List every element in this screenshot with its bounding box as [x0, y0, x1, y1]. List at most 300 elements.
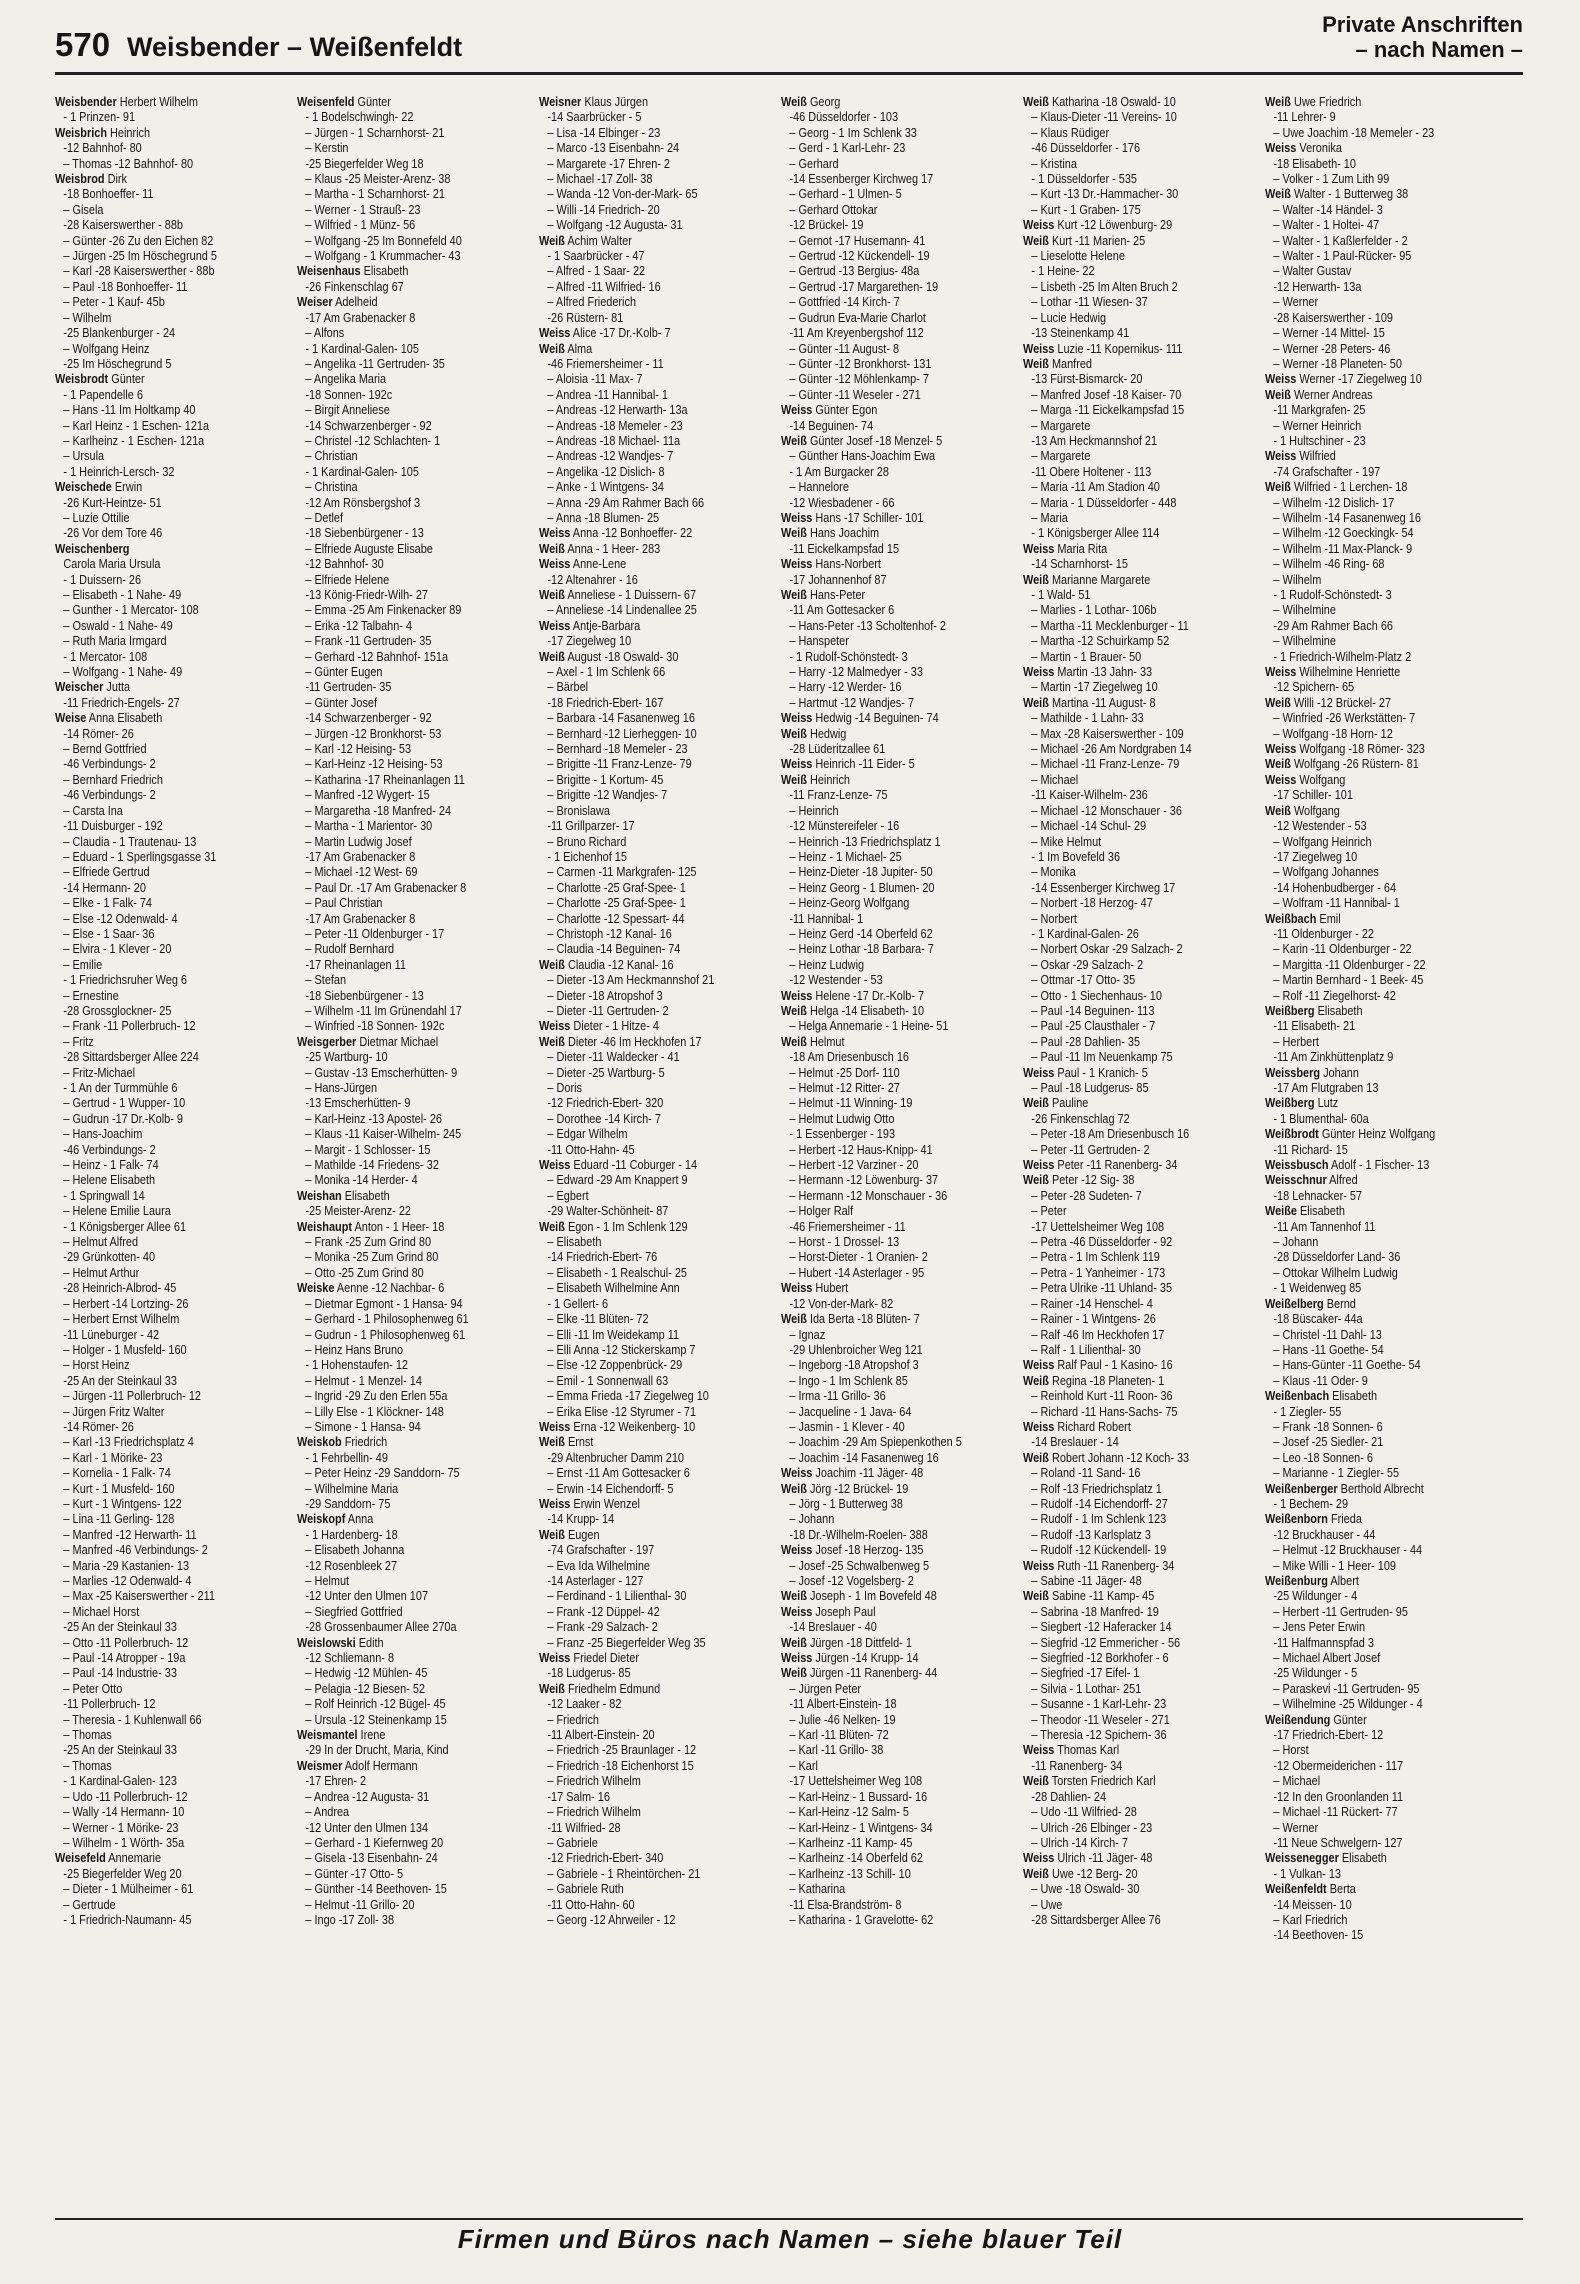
entry-text: – Werner - 1 Mörike- 23 [63, 1819, 179, 1835]
entry-line [55, 1172, 257, 1187]
entry-text: – Friedrich [547, 1711, 599, 1727]
surname: Weiß [539, 540, 565, 556]
entry-text: – Elfriede Helene [305, 571, 390, 587]
entry-line [1265, 818, 1467, 833]
entry-line [781, 1111, 983, 1126]
entry-line [55, 1450, 257, 1465]
entry-line [55, 202, 257, 217]
entry-text: -18 Am Driesenbusch 16 [789, 1049, 909, 1065]
entry-head [539, 1018, 741, 1033]
surname: Weiß [1023, 571, 1049, 587]
entry-text: - 1 Hardenberg- 18 [305, 1526, 398, 1542]
entry-head [1265, 448, 1467, 463]
entry-text: – Jürgen Fritz Walter [63, 1403, 165, 1419]
entry-line [781, 1727, 983, 1742]
given-names: Anne-Lene [572, 556, 627, 572]
entry-line [55, 941, 257, 956]
surname: Weiss [539, 1018, 571, 1034]
entry-text: – Anneliese -14 Lindenallee 25 [547, 602, 697, 618]
entry-line [55, 1234, 257, 1249]
entry-line [1023, 1188, 1225, 1203]
entry-text: – Peter - 1 Kauf- 45b [63, 294, 165, 310]
given-names: Peter -12 Sig- 38 [1051, 1172, 1135, 1188]
entry-text: – Karl -11 Grillo- 38 [789, 1742, 884, 1758]
entry-text: – Claudia -14 Beguinen- 74 [547, 941, 681, 957]
entry-text: – Michael Horst [63, 1603, 140, 1619]
entry-line [55, 787, 257, 802]
entry-text: -25 An der Steinkaul 33 [63, 1742, 177, 1758]
entry-text: – Günter -12 Möhlenkamp- 7 [789, 371, 930, 387]
entry-text: – Günter -11 Weseler - 271 [789, 386, 921, 402]
entry-text: – Dieter -11 Gertruden- 2 [547, 1002, 669, 1018]
surname: Weiss [1265, 741, 1297, 757]
entry-line [55, 233, 257, 248]
entry-text: – Harry -12 Malmedyer - 33 [789, 664, 923, 680]
surname: Weiß [539, 1033, 565, 1049]
entry-line [781, 1065, 983, 1080]
entry-line [55, 572, 257, 587]
entry-line [297, 1404, 499, 1419]
entry-line [1265, 1188, 1467, 1203]
given-names: Josef -18 Herzog- 135 [815, 1542, 924, 1558]
entry-line [781, 387, 983, 402]
entry-text: – Herbert [1273, 1033, 1319, 1049]
entry-head [781, 772, 983, 787]
entry-line [539, 1789, 741, 1804]
surname: Weiss [1023, 540, 1055, 556]
entry-text: – Anna -29 Am Rahmer Bach 66 [547, 494, 705, 510]
entry-line [781, 1742, 983, 1757]
entry-head [297, 1434, 499, 1449]
entry-text: – Elfriede Auguste Elisabe [305, 540, 433, 556]
entry-text: – Barbara -14 Fasanenweg 16 [547, 710, 695, 726]
entry-line [1023, 1388, 1225, 1403]
entry-text: – Günter -17 Otto- 5 [305, 1865, 404, 1881]
entry-line [539, 602, 741, 617]
entry-line [781, 1296, 983, 1311]
given-names: Berta [1329, 1881, 1356, 1897]
entry-text: -11 Markgrafen- 25 [1273, 402, 1366, 418]
entry-text: – Günther -14 Beethoven- 15 [305, 1881, 447, 1897]
entry-line [297, 710, 499, 725]
entry-line [55, 387, 257, 402]
entry-line [1023, 741, 1225, 756]
entry-head [781, 1542, 983, 1557]
entry-line [539, 1588, 741, 1603]
entry-line [55, 140, 257, 155]
entry-line [55, 587, 257, 602]
entry-line [1023, 294, 1225, 309]
entry-line [297, 1881, 499, 1896]
surname: Weißenburg [1265, 1573, 1328, 1588]
entry-line [1265, 1080, 1467, 1095]
entry-text: -13 Emscherhütten- 9 [305, 1095, 411, 1111]
entry-text: -28 Heinrich-Albrod- 45 [63, 1280, 177, 1296]
entry-line [781, 1095, 983, 1110]
entry-line [1023, 772, 1225, 787]
entry-text: – Hanspeter [789, 633, 849, 649]
entry-line [55, 664, 257, 679]
entry-line [539, 1111, 741, 1126]
entry-text: -18 Friedrich-Ebert- 167 [547, 694, 664, 710]
entry-line [1265, 356, 1467, 371]
entry-text: – Kurt -13 Dr.-Hammacher- 30 [1031, 186, 1179, 202]
entry-line [1265, 1357, 1467, 1372]
entry-text: – Charlotte -12 Spessart- 44 [547, 910, 685, 926]
entry-text: -11 Albert-Einstein- 18 [789, 1696, 897, 1712]
entry-line [55, 1342, 257, 1357]
entry-line [297, 572, 499, 587]
entry-line [1265, 602, 1467, 617]
entry-text: -17 Am Flutgraben 13 [1273, 1080, 1379, 1095]
entry-line [1265, 1219, 1467, 1234]
entry-text: – Petra - 1 Yanheimer - 173 [1031, 1264, 1166, 1280]
entry-head [1265, 1003, 1467, 1018]
entry-text: -14 Schwarzenberger - 92 [305, 710, 432, 726]
given-names: Aenne -12 Nachbar- 6 [336, 1280, 445, 1296]
given-names: Elisabeth [344, 1187, 390, 1203]
entry-line [781, 1527, 983, 1542]
entry-line [1023, 988, 1225, 1003]
entry-text: – Karlheinz - 1 Eschen- 121a [63, 432, 205, 448]
entry-line [539, 1265, 741, 1280]
entry-line [55, 1049, 257, 1064]
given-names: Joachim -11 Jäger- 48 [815, 1465, 924, 1481]
surname: Weiß [1265, 186, 1291, 202]
entry-line [781, 1758, 983, 1773]
entry-text: -17 Friedrich-Ebert- 12 [1273, 1727, 1384, 1743]
entry-line [781, 957, 983, 972]
entry-text: -12 Wiesbadener - 66 [789, 494, 895, 510]
entry-line [55, 1588, 257, 1603]
entry-line [297, 1588, 499, 1603]
entry-line [297, 741, 499, 756]
surname: Weiss [1023, 1850, 1055, 1866]
entry-line [539, 1126, 741, 1141]
entry-text: – Martha -12 Schuirkamp 52 [1031, 633, 1170, 649]
entry-text: – Siegfried Gottfried [305, 1603, 403, 1619]
entry-line [1023, 1897, 1225, 1912]
entry-text: – Manfred -46 Verbindungs- 2 [63, 1542, 208, 1558]
entry-head [539, 525, 741, 540]
entry-line [1023, 834, 1225, 849]
entry-line [55, 1111, 257, 1126]
entry-text: – Monika -25 Zum Grind 80 [305, 1249, 439, 1265]
entry-text: – Ignaz [789, 1326, 826, 1342]
entry-line [1023, 1234, 1225, 1249]
entry-text: -25 Meister-Arenz- 22 [305, 1203, 412, 1219]
entry-text: – Dieter -11 Waldecker - 41 [547, 1049, 680, 1065]
given-names: Elisabeth [1317, 1002, 1363, 1018]
entry-head [55, 541, 257, 556]
entry-head [539, 1650, 741, 1665]
entry-line [1265, 972, 1467, 987]
given-names: Adelheid [335, 294, 378, 310]
entry-text: -29 Uhlenbroicher Weg 121 [789, 1341, 923, 1357]
given-names: Hedwig [809, 725, 847, 741]
given-names: Albert [1330, 1573, 1359, 1588]
entry-line [539, 418, 741, 433]
entry-text: – Silvia - 1 Lothar- 251 [1031, 1680, 1142, 1696]
entry-text: -12 Unter den Ulmen 134 [305, 1819, 429, 1835]
entry-text: – Karl -11 Blüten- 72 [789, 1727, 889, 1743]
entry-line [297, 387, 499, 402]
entry-line [1023, 263, 1225, 278]
entry-line [1023, 649, 1225, 664]
entry-text: – Wally -14 Hermann- 10 [63, 1804, 185, 1820]
surname: Weisefeld [55, 1850, 106, 1866]
surname: Weisenhaus [297, 263, 361, 279]
entry-line [1023, 849, 1225, 864]
entry-line [55, 1034, 257, 1049]
entry-text: – Bernhard Friedrich [63, 771, 163, 787]
entry-text: – Klaus-Dieter -11 Vereins- 10 [1031, 109, 1177, 125]
entry-line [55, 1003, 257, 1018]
entry-line [297, 1527, 499, 1542]
entry-text: – Andrea -11 Hannibal- 1 [547, 386, 669, 402]
entry-line [781, 1881, 983, 1896]
entry-text: – Gabriele - 1 Rheintörchen- 21 [547, 1865, 701, 1881]
entry-text: -14 Breslauer - 14 [1031, 1434, 1119, 1450]
entry-text: – Martin -17 Ziegelweg 10 [1031, 679, 1158, 695]
entry-line [55, 525, 257, 540]
entry-text: – Brigitte - 1 Kortum- 45 [547, 771, 664, 787]
given-names: Hans -17 Schiller- 101 [815, 509, 924, 525]
given-names: Bernd [1326, 1295, 1356, 1311]
entry-head [1023, 695, 1225, 710]
surname: Weiss [1023, 1064, 1055, 1080]
entry-text: – Wolfgang -18 Horn- 12 [1273, 725, 1393, 741]
entry-text: -12 Von-der-Mark- 82 [789, 1295, 894, 1311]
given-names: Egon - 1 Im Schlenk 129 [567, 1218, 688, 1234]
entry-text: – Karl Friedrich [1273, 1911, 1348, 1927]
entry-line [539, 1835, 741, 1850]
entry-line [297, 834, 499, 849]
entry-line [539, 1511, 741, 1526]
entry-line [539, 1635, 741, 1650]
entry-text: – Hedwig -12 Mühlen- 45 [305, 1665, 428, 1681]
entry-text: – Eduard - 1 Sperlingsgasse 31 [63, 848, 217, 864]
surname: Weiß [781, 1311, 807, 1327]
entry-line [55, 1296, 257, 1311]
entry-text: – Paul -18 Bonhoeffer- 11 [63, 278, 188, 294]
entry-line [55, 1327, 257, 1342]
entry-text: - 1 Friedrich-Naumann- 45 [63, 1911, 192, 1927]
entry-line [1265, 1034, 1467, 1049]
entry-text: -17 Uettelsheimer Weg 108 [1031, 1218, 1165, 1234]
entry-text: -11 Am Gottesacker 6 [789, 602, 895, 618]
entry-text: – Günter Eugen [305, 664, 383, 680]
entry-text: – Helga Annemarie - 1 Heine- 51 [789, 1018, 949, 1034]
entry-line [55, 1481, 257, 1496]
surname: Weissberg [1265, 1064, 1321, 1080]
entry-text: – Rolf Heinrich -12 Bügel- 45 [305, 1696, 446, 1712]
surname: Weiss [781, 1542, 813, 1558]
entry-line [539, 787, 741, 802]
entry-text: – Wolfgang Heinz [63, 340, 150, 356]
given-names: August -18 Oswald- 30 [567, 648, 679, 664]
entry-line [781, 1496, 983, 1511]
entry-text: – Petra -46 Düsseldorfer - 92 [1031, 1234, 1173, 1250]
entry-line [781, 972, 983, 987]
entry-line [1023, 1265, 1225, 1280]
entry-line [55, 1203, 257, 1218]
given-names: Annemarie [108, 1850, 162, 1866]
given-names: Helga -14 Elisabeth- 10 [809, 1002, 925, 1018]
entry-text: – Martin - 1 Brauer- 50 [1031, 648, 1142, 664]
given-names: Thomas Karl [1057, 1742, 1120, 1758]
entry-text: – Gerhard [789, 155, 839, 171]
entry-text: – Christel -12 Schlachten- 1 [305, 432, 441, 448]
entry-text: - 1 Mercator- 108 [63, 648, 148, 664]
entry-line [781, 849, 983, 864]
entry-line [539, 880, 741, 895]
entry-line [539, 1727, 741, 1742]
entry-text: – Elli Anna -12 Stickerskamp 7 [547, 1341, 696, 1357]
entry-line [297, 479, 499, 494]
entry-line [55, 1696, 257, 1711]
entry-text: -11 Oldenburger - 22 [1273, 925, 1374, 941]
entry-text: – Heinz - 1 Falk- 74 [63, 1157, 159, 1173]
entry-line [1265, 1111, 1467, 1126]
given-names: Hans-Norbert [815, 556, 881, 572]
given-names: Eugen [567, 1526, 600, 1542]
entry-text: – Lucie Hedwig [1031, 309, 1107, 325]
surname: Weismer [297, 1757, 343, 1773]
entry-line [1265, 587, 1467, 602]
entry-text: – Rudolf Bernhard [305, 941, 395, 957]
entry-line [781, 1434, 983, 1449]
entry-text: - 1 Eichenhof 15 [547, 848, 627, 864]
entry-text: – Walter - 1 Kaßlerfelder - 2 [1273, 232, 1408, 248]
entry-text: – Gerhard - 1 Kiefernweg 20 [305, 1834, 444, 1850]
entry-line [1265, 248, 1467, 263]
entry-line [1265, 418, 1467, 433]
entry-line [1265, 294, 1467, 309]
entry-line [1265, 726, 1467, 741]
entry-line [1023, 1619, 1225, 1634]
entry-text: -74 Grafschafter - 197 [1273, 463, 1381, 479]
entry-line [1265, 895, 1467, 910]
entry-text: – Heinz Gerd -14 Oberfeld 62 [789, 925, 933, 941]
given-names: Frieda [1330, 1511, 1362, 1527]
entry-text: – Werner -28 Peters- 46 [1273, 340, 1391, 356]
surname: Weiß [781, 432, 807, 448]
entry-line [781, 679, 983, 694]
surname: Weiß [1023, 1588, 1049, 1604]
entry-line [1265, 1835, 1467, 1850]
entry-text: – Herbert -11 Gertruden- 95 [1273, 1603, 1408, 1619]
entry-text: – Alfred - 1 Saar- 22 [547, 263, 646, 279]
entry-line [1023, 1727, 1225, 1742]
entry-line [781, 1419, 983, 1434]
entry-text: – Margitta -11 Oldenburger - 22 [1273, 956, 1426, 972]
entry-line [539, 263, 741, 278]
entry-line [1265, 1311, 1467, 1326]
entry-line [55, 972, 257, 987]
entry-line [539, 140, 741, 155]
entry-text: - 1 Heinrich-Lersch- 32 [63, 463, 175, 479]
entry-head [1265, 1388, 1467, 1403]
surname: Weiß [539, 1434, 565, 1450]
entry-text: -11 Am Tannenhof 11 [1273, 1218, 1376, 1234]
entry-line [55, 1265, 257, 1280]
surname: Weiskob [297, 1434, 342, 1450]
entry-line [781, 325, 983, 340]
entry-text: – Christina [305, 479, 358, 495]
entry-text: – Franz -25 Biegerfelder Weg 35 [547, 1634, 706, 1650]
entry-line [1023, 387, 1225, 402]
entry-line [781, 310, 983, 325]
entry-line [297, 1249, 499, 1264]
surname: Weiss [1265, 371, 1297, 387]
surname: Weiss [1265, 771, 1297, 787]
entry-text: – Katharina - 1 Gravelotte- 62 [789, 1911, 934, 1927]
surname: Weiss [781, 710, 813, 726]
entry-text: – Paul -25 Clausthaler - 7 [1031, 1018, 1156, 1034]
entry-text: – Helene Emilie Laura [63, 1203, 171, 1219]
entry-line [297, 1558, 499, 1573]
entry-line [1023, 587, 1225, 602]
entry-line [297, 1327, 499, 1342]
entry-text: – Günter Josef [305, 694, 378, 710]
entry-line [1023, 1912, 1225, 1927]
surname: Weisbender [55, 94, 117, 109]
entry-head [781, 525, 983, 540]
entry-text: -11 Otto-Hahn- 45 [547, 1141, 635, 1157]
entry-text: – Oswald - 1 Nahe- 49 [63, 617, 173, 633]
surname: Weiß [539, 648, 565, 664]
entry-line [781, 1265, 983, 1280]
surname: Weiss [1023, 1742, 1055, 1758]
entry-text: – Fritz [63, 1033, 94, 1049]
entry-line [1265, 710, 1467, 725]
entry-line [297, 464, 499, 479]
entry-line [55, 1665, 257, 1680]
entry-text: -11 Wilfried- 28 [547, 1819, 621, 1835]
given-names: Martin -13 Jahn- 33 [1057, 664, 1153, 680]
surname: Weißberg [1265, 1095, 1315, 1111]
entry-text: – Michael [1031, 771, 1079, 787]
entry-text: – Christoph -12 Kanal- 16 [547, 925, 672, 941]
entry-text: -25 Wildunger - 5 [1273, 1665, 1358, 1681]
entry-line [297, 818, 499, 833]
given-names: Manfred [1051, 355, 1093, 371]
entry-head [55, 371, 257, 386]
directory-column-2 [297, 94, 537, 1927]
directory-column-6 [1265, 94, 1505, 1943]
entry-text: – Gerhard -12 Bahnhof- 151a [305, 648, 449, 664]
entry-line [55, 1095, 257, 1110]
surname: Weißendung [1265, 1711, 1331, 1727]
entry-line [539, 171, 741, 186]
entry-line [297, 248, 499, 263]
entry-line [781, 572, 983, 587]
entry-text: – Paul Christian [305, 895, 383, 911]
entry-line [539, 1696, 741, 1711]
entry-line [781, 341, 983, 356]
entry-line [1023, 1835, 1225, 1850]
entry-line [55, 695, 257, 710]
entry-text: – Ernestine [63, 987, 119, 1003]
entry-head [539, 1419, 741, 1434]
entry-text: – Horst-Dieter - 1 Oranien- 2 [789, 1249, 928, 1265]
entry-head [781, 94, 983, 109]
entry-line [297, 988, 499, 1003]
entry-line [781, 1789, 983, 1804]
entry-line [539, 387, 741, 402]
entry-line [781, 1203, 983, 1218]
